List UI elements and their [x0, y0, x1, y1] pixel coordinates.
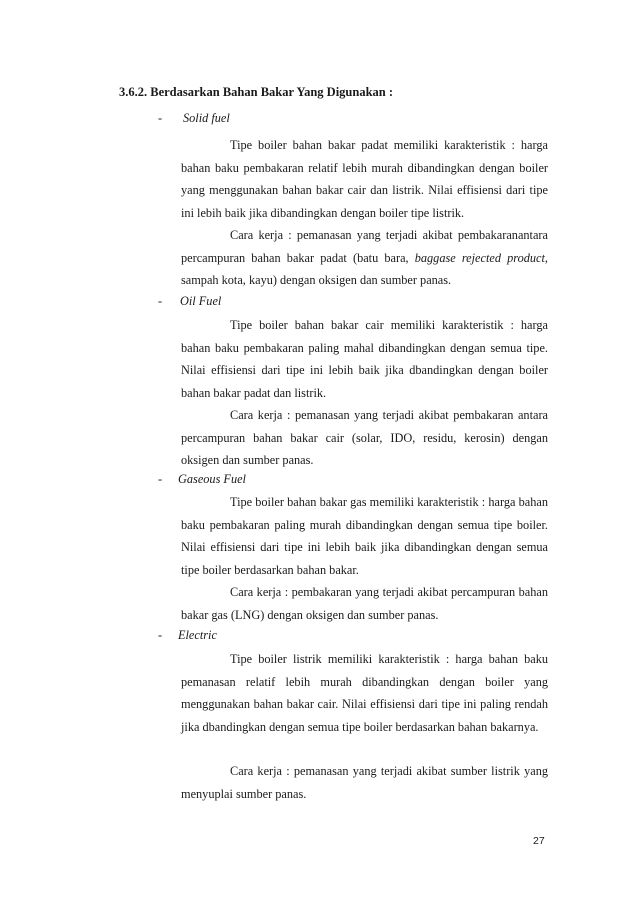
page-number: 27: [533, 835, 545, 847]
paragraph-gas-mechanism: Cara kerja : pembakaran yang terjadi akibat percampuran bahan bakar gas (LNG) dengan oksigen dan sumber panas.: [181, 585, 548, 622]
section-heading: 3.6.2. Berdasarkan Bahan Bakar Yang Digunakan :: [119, 85, 394, 99]
item-title: Gaseous Fuel: [178, 472, 246, 486]
bullet-dash: -: [158, 628, 163, 642]
item-solid-fuel: [158, 111, 230, 126]
bullet-dash: -: [158, 294, 163, 308]
bullet-dash: -: [158, 111, 163, 125]
italic-term: baggase rejected product: [414, 250, 545, 265]
item-electric: [158, 628, 217, 643]
item-title: Solid fuel: [183, 111, 230, 125]
paragraph-oil-mechanism: Cara kerja : pemanasan yang terjadi akibat pembakaran antara percampuran bahan bakar cair (solar, IDO, residu, kerosin) dengan oksigen dan sumber panas.: [181, 408, 548, 467]
paragraph-electric-mechanism: Cara kerja : pemanasan yang terjadi akibat sumber listrik yang menyuplai sumber panas.: [181, 764, 548, 801]
item-gaseous-fuel: [158, 472, 246, 487]
bullet-dash: -: [158, 472, 163, 486]
paragraph-gas-characteristics: Tipe boiler bahan bakar gas memiliki karakteristik : harga bahan baku pembakaran paling murah dibandingkan dengan semua tipe boiler. Nilai effisiensi dari tipe ini lebih baik jika dibandingkan dengan semua tipe boiler berdasarkan bahan bakar.: [181, 495, 548, 577]
item-title: Oil Fuel: [180, 294, 222, 308]
item-oil-fuel: [158, 294, 221, 309]
paragraph-electric-characteristics: Tipe boiler listrik memiliki karakteristik : harga bahan baku pemanasan relatif lebih murah dibandingkan dengan boiler yang menggunakan bahan bakar cair. Nilai effisiensi dari tipe ini paling rendah jika dbandingkan dengan semua tipe boiler berdasarkan bahan bakarnya.: [181, 652, 548, 734]
paragraph-solid-characteristics: Tipe boiler bahan bakar padat memiliki karakteristik : harga bahan baku pembakaran relatif lebih murah dibandingkan dengan boiler yang menggunakan bahan bakar cair dan listrik. Nilai effisiensi dari tipe ini lebih baik jika dibandingkan dengan boiler tipe listrik.: [181, 138, 548, 220]
paragraph-oil-characteristics: Tipe boiler bahan bakar cair memiliki karakteristik : harga bahan baku pembakaran paling mahal dibandingkan dengan semua tipe. Nilai effisiensi dari tipe ini lebih baik jika dbandingkan dengan boiler bahan bakar padat dan listrik.: [181, 318, 548, 400]
item-title: Electric: [178, 628, 217, 642]
paragraph-solid-mechanism: Cara kerja : pemanasan yang terjadi akibat pembakaranantara percampuran bahan bakar padat (batu bara, baggase rejected product, sampah kota, kayu) dengan oksigen dan sumber panas.: [181, 228, 548, 287]
